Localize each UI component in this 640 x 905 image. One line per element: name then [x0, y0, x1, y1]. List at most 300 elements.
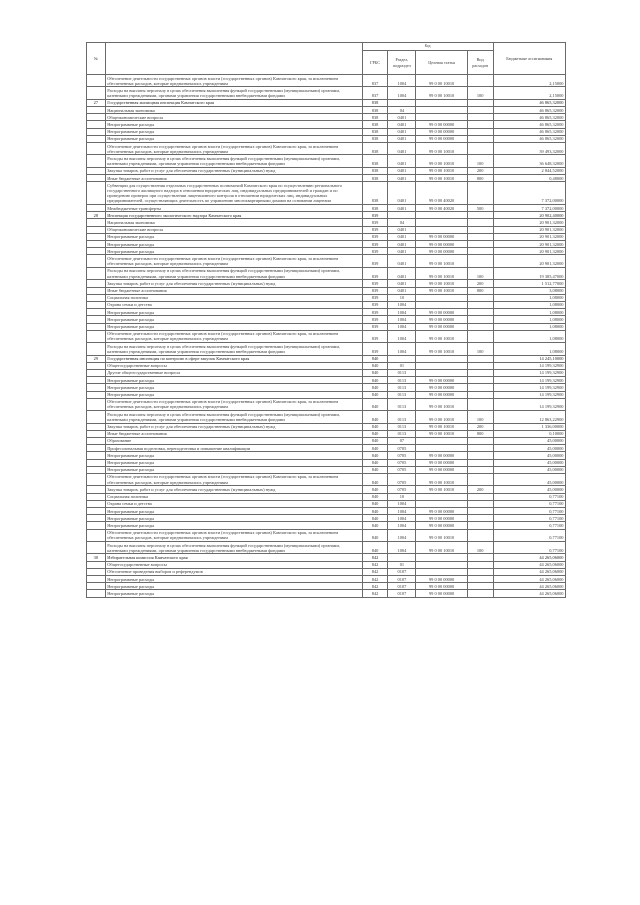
row-amount: 46 865,32000: [493, 135, 566, 142]
table-row: [87, 241, 566, 248]
row-section: 0113: [388, 369, 416, 376]
row-expense-type: [467, 508, 493, 515]
row-target: [416, 369, 467, 376]
table-row: [87, 590, 566, 597]
row-expense-type: [467, 561, 493, 568]
row-target: 99 0 00 10010: [416, 330, 467, 342]
row-number: [87, 128, 106, 135]
row-amount: 12 863,22900: [493, 411, 566, 423]
row-amount: 44 265,06000: [493, 561, 566, 568]
row-number: [87, 226, 106, 233]
row-expense-type: [467, 75, 493, 87]
row-section: 0705: [388, 466, 416, 473]
row-name: Иные бюджетные ассигнования: [105, 175, 362, 182]
row-target: 99 0 00 10010: [416, 87, 467, 99]
row-section: 0113: [388, 411, 416, 423]
row-section: 01: [388, 362, 416, 369]
header-expense-type: Вид расходов: [467, 51, 493, 75]
row-number: [87, 423, 106, 430]
row-number: [87, 143, 106, 155]
row-amount: 1,08000: [493, 294, 566, 301]
row-number: [87, 280, 106, 287]
row-target: [416, 493, 467, 500]
row-target: [416, 294, 467, 301]
row-number: [87, 452, 106, 459]
row-name: Непрограммные расходы: [105, 121, 362, 128]
row-grbs: 839: [362, 280, 388, 287]
row-grbs: 842: [362, 590, 388, 597]
row-number: [87, 459, 106, 466]
row-section: 0401: [388, 121, 416, 128]
row-target: 99 0 00 00000: [416, 377, 467, 384]
row-grbs: 839: [362, 241, 388, 248]
row-expense-type: 100: [467, 155, 493, 167]
row-amount: 0,77100: [493, 522, 566, 529]
row-expense-type: [467, 114, 493, 121]
row-expense-type: [467, 568, 493, 575]
row-grbs: 839: [362, 316, 388, 323]
row-expense-type: 800: [467, 287, 493, 294]
table-row: [87, 99, 566, 106]
row-expense-type: 100: [467, 343, 493, 355]
row-target: 99 0 00 10010: [416, 143, 467, 155]
budget-table: [86, 42, 566, 598]
row-grbs: 842: [362, 583, 388, 590]
row-target: 99 0 00 40020: [416, 182, 467, 205]
row-amount: 36 648,32000: [493, 155, 566, 167]
row-section: 10: [388, 493, 416, 500]
table-row: [87, 398, 566, 410]
row-number: [87, 561, 106, 568]
row-target: 99 0 00 00000: [416, 128, 467, 135]
row-expense-type: [467, 248, 493, 255]
row-target: [416, 445, 467, 452]
row-amount: 14 199,32900: [493, 391, 566, 398]
row-expense-type: [467, 554, 493, 561]
row-amount: 1 336,00000: [493, 423, 566, 430]
row-grbs: 840: [362, 398, 388, 410]
row-amount: 1,08000: [493, 330, 566, 342]
row-name: Обеспечение деятельности государственных органов власти (государственных органов) Камчатского края, за исключением обеспеченных расходов, которые предназначались учреждениям: [105, 529, 362, 541]
table-row: [87, 75, 566, 87]
row-section: 1004: [388, 87, 416, 99]
table-row: [87, 493, 566, 500]
row-grbs: 840: [362, 529, 388, 541]
row-expense-type: 200: [467, 423, 493, 430]
row-amount: 2 844,52000: [493, 167, 566, 174]
row-number: [87, 121, 106, 128]
row-section: 0107: [388, 583, 416, 590]
row-grbs: 839: [362, 294, 388, 301]
row-grbs: 839: [362, 323, 388, 330]
row-target: 99 0 00 10010: [416, 343, 467, 355]
row-grbs: 840: [362, 437, 388, 444]
row-amount: 20 901,32000: [493, 248, 566, 255]
row-amount: 46 865,32000: [493, 114, 566, 121]
row-section: 0401: [388, 128, 416, 135]
table-row: [87, 255, 566, 267]
row-name: Обеспечение деятельности государственных органов власти (государственных органов) Камчатского края, за исключением обеспеченных расходов, которые предназначались учреждениям: [105, 398, 362, 410]
row-number: [87, 255, 106, 267]
row-expense-type: [467, 437, 493, 444]
row-number: 30: [87, 554, 106, 561]
row-amount: 0,10000: [493, 430, 566, 437]
row-target: 99 0 00 10010: [416, 430, 467, 437]
row-expense-type: [467, 515, 493, 522]
row-expense-type: [467, 362, 493, 369]
row-section: [388, 212, 416, 219]
row-target: 99 0 00 10010: [416, 175, 467, 182]
table-row: [87, 212, 566, 219]
row-grbs: 838: [362, 121, 388, 128]
row-number: [87, 590, 106, 597]
row-section: 0107: [388, 576, 416, 583]
row-name: Закупка товаров, работ и услуг для обеспечения государственных (муниципальных) нужд: [105, 167, 362, 174]
row-amount: 20 901,32000: [493, 233, 566, 240]
row-expense-type: [467, 398, 493, 410]
row-expense-type: [467, 135, 493, 142]
row-target: 99 0 00 00000: [416, 391, 467, 398]
row-expense-type: [467, 99, 493, 106]
row-target: [416, 554, 467, 561]
row-target: 99 0 00 10010: [416, 398, 467, 410]
table-row: [87, 135, 566, 142]
row-expense-type: [467, 301, 493, 308]
row-section: 1004: [388, 75, 416, 87]
row-amount: 46 865,32000: [493, 99, 566, 106]
row-name: Непрограммные расходы: [105, 248, 362, 255]
row-target: 99 0 00 00000: [416, 309, 467, 316]
row-target: 99 0 00 10010: [416, 280, 467, 287]
table-row: [87, 343, 566, 355]
row-grbs: 839: [362, 343, 388, 355]
row-target: 99 0 00 10010: [416, 255, 467, 267]
row-name: Государственная жилищная инспекция Камчатского края: [105, 99, 362, 106]
row-grbs: 840: [362, 522, 388, 529]
row-grbs: 840: [362, 515, 388, 522]
table-row: [87, 355, 566, 362]
row-name: Непрограммные расходы: [105, 377, 362, 384]
row-grbs: 840: [362, 508, 388, 515]
row-amount: 45,00000: [493, 437, 566, 444]
table-row: [87, 522, 566, 529]
row-expense-type: [467, 226, 493, 233]
table-body: [87, 75, 566, 598]
row-number: [87, 542, 106, 554]
row-section: 0705: [388, 459, 416, 466]
row-grbs: 840: [362, 473, 388, 485]
row-grbs: 840: [362, 459, 388, 466]
row-section: 0705: [388, 486, 416, 493]
row-grbs: 840: [362, 384, 388, 391]
row-expense-type: [467, 121, 493, 128]
row-number: [87, 301, 106, 308]
row-grbs: 839: [362, 248, 388, 255]
row-target: [416, 437, 467, 444]
row-grbs: 838: [362, 167, 388, 174]
row-grbs: 838: [362, 182, 388, 205]
row-number: [87, 398, 106, 410]
header-code-group: Код: [362, 43, 493, 51]
row-grbs: 842: [362, 561, 388, 568]
row-grbs: 838: [362, 99, 388, 106]
row-expense-type: [467, 500, 493, 507]
row-grbs: 842: [362, 568, 388, 575]
row-name: Охрана семьи и детства: [105, 301, 362, 308]
row-target: 99 0 00 40020: [416, 205, 467, 212]
row-section: 04: [388, 219, 416, 226]
row-amount: 44 265,06000: [493, 590, 566, 597]
row-expense-type: 500: [467, 205, 493, 212]
row-number: [87, 182, 106, 205]
row-amount: 44 265,06000: [493, 583, 566, 590]
row-amount: 14 199,32900: [493, 377, 566, 384]
row-expense-type: [467, 241, 493, 248]
table-row: [87, 362, 566, 369]
row-section: [388, 554, 416, 561]
row-target: [416, 561, 467, 568]
row-grbs: 839: [362, 309, 388, 316]
row-amount: 0,77100: [493, 515, 566, 522]
table-row: [87, 445, 566, 452]
row-grbs: 840: [362, 542, 388, 554]
row-number: [87, 369, 106, 376]
table-row: [87, 287, 566, 294]
row-section: 1004: [388, 542, 416, 554]
table-row: [87, 576, 566, 583]
row-target: 99 0 00 00000: [416, 452, 467, 459]
row-section: 0705: [388, 452, 416, 459]
row-target: 99 0 00 10010: [416, 529, 467, 541]
row-grbs: 840: [362, 500, 388, 507]
row-section: 1004: [388, 529, 416, 541]
row-number: [87, 576, 106, 583]
row-expense-type: [467, 590, 493, 597]
table-row: [87, 554, 566, 561]
row-name: Расходы на выплаты персоналу в целях обеспечения выполнения функций государственными (муниципальными) органами, казенными учреждениями, органами управления государственными внебюджетными фондами: [105, 267, 362, 279]
row-section: 0401: [388, 167, 416, 174]
row-target: [416, 99, 467, 106]
row-expense-type: [467, 212, 493, 219]
row-section: 0113: [388, 377, 416, 384]
row-target: [416, 114, 467, 121]
table-row: [87, 437, 566, 444]
row-name: Расходы на выплаты персоналу в целях обеспечения выполнения функций государственными (муниципальными) органами, казенными учреждениями, органами управления государственными внебюджетными фондами: [105, 542, 362, 554]
table-row: [87, 486, 566, 493]
row-name: Непрограммные расходы: [105, 233, 362, 240]
row-section: 0401: [388, 287, 416, 294]
row-name: Субвенции для осуществления отдельных государственных полномочий Камчатского края по осуществлению регионального государственного жилищного надзора в отношении юридических лиц, индивидуальных предпринимателей и граждан и по проведению проверок при осуществлении лицензионного контроля в отношении юридических лиц, индивидуальных предпринимателей, осуществляющих деятельность по управлению многоквартирными домами на основании лицензии: [105, 182, 362, 205]
row-name: Обеспечение проведения выборов и референдумов: [105, 568, 362, 575]
row-amount: 45,00000: [493, 445, 566, 452]
row-target: [416, 355, 467, 362]
row-target: [416, 226, 467, 233]
row-expense-type: [467, 452, 493, 459]
header-target: Целевая статья: [416, 51, 467, 75]
row-expense-type: [467, 316, 493, 323]
row-expense-type: 800: [467, 175, 493, 182]
row-expense-type: [467, 445, 493, 452]
row-expense-type: 100: [467, 411, 493, 423]
row-grbs: 839: [362, 330, 388, 342]
row-name: Непрограммные расходы: [105, 384, 362, 391]
row-amount: 0,77100: [493, 529, 566, 541]
row-section: 0401: [388, 175, 416, 182]
row-name: Охрана семьи и детства: [105, 500, 362, 507]
row-expense-type: [467, 473, 493, 485]
row-section: 1004: [388, 522, 416, 529]
row-name: Непрограммные расходы: [105, 515, 362, 522]
row-section: 0113: [388, 430, 416, 437]
row-expense-type: [467, 391, 493, 398]
row-target: 99 0 00 00000: [416, 459, 467, 466]
table-row: [87, 233, 566, 240]
row-name: Избирательная комиссия Камчатского края: [105, 554, 362, 561]
row-section: 1004: [388, 309, 416, 316]
row-expense-type: [467, 128, 493, 135]
row-grbs: 840: [362, 362, 388, 369]
row-name: Непрограммные расходы: [105, 452, 362, 459]
row-number: [87, 219, 106, 226]
row-section: 0107: [388, 590, 416, 597]
row-section: 07: [388, 437, 416, 444]
row-section: 0401: [388, 135, 416, 142]
row-number: 27: [87, 99, 106, 106]
row-expense-type: [467, 323, 493, 330]
row-name: Непрограммные расходы: [105, 583, 362, 590]
row-grbs: 840: [362, 452, 388, 459]
row-amount: 20 901,32000: [493, 226, 566, 233]
row-amount: 1 512,77000: [493, 280, 566, 287]
table-row: [87, 529, 566, 541]
row-expense-type: [467, 107, 493, 114]
row-number: [87, 362, 106, 369]
table-row: [87, 323, 566, 330]
row-amount: 46 865,32000: [493, 128, 566, 135]
row-number: [87, 316, 106, 323]
row-grbs: 840: [362, 486, 388, 493]
table-row: [87, 330, 566, 342]
table-header-row: [87, 43, 566, 51]
row-grbs: 840: [362, 466, 388, 473]
row-name: Обеспечение деятельности государственных органов власти (государственных органов) Камчатского края, за исключением обеспеченных расходов, которые предназначались учреждениям: [105, 255, 362, 267]
row-grbs: 839: [362, 219, 388, 226]
table-row: [87, 473, 566, 485]
row-name: Государственная инспекция по контролю в сфере закупок Камчатского края: [105, 355, 362, 362]
row-amount: 20 901,32000: [493, 241, 566, 248]
row-section: 0705: [388, 473, 416, 485]
row-amount: 1,08000: [493, 301, 566, 308]
table-row: [87, 316, 566, 323]
row-section: 0401: [388, 182, 416, 205]
row-section: 0705: [388, 445, 416, 452]
row-number: [87, 473, 106, 485]
table-row: [87, 384, 566, 391]
row-number: [87, 87, 106, 99]
table-row: [87, 561, 566, 568]
row-number: [87, 175, 106, 182]
row-expense-type: [467, 576, 493, 583]
row-target: 99 0 00 00000: [416, 241, 467, 248]
row-number: [87, 267, 106, 279]
row-grbs: 840: [362, 430, 388, 437]
row-target: 99 0 00 00000: [416, 590, 467, 597]
row-grbs: 840: [362, 391, 388, 398]
row-name: Социальная политика: [105, 294, 362, 301]
row-section: 04: [388, 107, 416, 114]
row-name: Обеспечение деятельности государственных органов власти (государственных органов) Камчатского края, за исключением обеспеченных расходов, которые предназначались учреждениям: [105, 143, 362, 155]
row-amount: 44 265,06000: [493, 576, 566, 583]
row-grbs: 839: [362, 255, 388, 267]
row-section: 0107: [388, 568, 416, 575]
header-name: [105, 43, 362, 75]
row-amount: 0,48000: [493, 175, 566, 182]
table-row: [87, 411, 566, 423]
row-target: 99 0 00 00000: [416, 121, 467, 128]
table-row: [87, 568, 566, 575]
table-row: [87, 466, 566, 473]
table-row: [87, 267, 566, 279]
row-expense-type: [467, 377, 493, 384]
row-section: [388, 355, 416, 362]
row-amount: 14 245,10000: [493, 355, 566, 362]
table-row: [87, 309, 566, 316]
row-grbs: 840: [362, 445, 388, 452]
table-row: [87, 377, 566, 384]
row-grbs: 839: [362, 212, 388, 219]
table-row: [87, 369, 566, 376]
row-name: Общеэкономические вопросы: [105, 226, 362, 233]
row-grbs: 838: [362, 107, 388, 114]
row-grbs: 838: [362, 128, 388, 135]
row-name: Непрограммные расходы: [105, 391, 362, 398]
row-number: [87, 233, 106, 240]
table-row: [87, 182, 566, 205]
header-grbs: ГРБС: [362, 51, 388, 75]
row-expense-type: [467, 493, 493, 500]
row-section: 1004: [388, 330, 416, 342]
row-name: Закупка товаров, работ и услуг для обеспечения государственных (муниципальных) нужд: [105, 280, 362, 287]
row-expense-type: 200: [467, 167, 493, 174]
row-amount: 14 199,32900: [493, 398, 566, 410]
row-amount: 39 493,32000: [493, 143, 566, 155]
row-section: 1004: [388, 343, 416, 355]
row-section: 0113: [388, 384, 416, 391]
table-row: [87, 301, 566, 308]
row-grbs: 839: [362, 233, 388, 240]
row-section: 0401: [388, 114, 416, 121]
row-name: Инспекция государственного экологического надзора Камчатского края: [105, 212, 362, 219]
row-target: 99 0 00 10010: [416, 411, 467, 423]
row-expense-type: [467, 309, 493, 316]
row-grbs: 839: [362, 301, 388, 308]
row-number: [87, 445, 106, 452]
row-number: [87, 466, 106, 473]
row-number: [87, 500, 106, 507]
row-target: 99 0 00 10010: [416, 473, 467, 485]
row-grbs: 838: [362, 205, 388, 212]
table-row: [87, 219, 566, 226]
row-section: 0401: [388, 226, 416, 233]
row-name: Непрограммные расходы: [105, 309, 362, 316]
row-target: 99 0 00 00000: [416, 466, 467, 473]
row-expense-type: 100: [467, 267, 493, 279]
table-row: [87, 280, 566, 287]
row-amount: 1,08000: [493, 309, 566, 316]
row-target: 99 0 00 10010: [416, 167, 467, 174]
row-name: Непрограммные расходы: [105, 466, 362, 473]
row-target: [416, 301, 467, 308]
